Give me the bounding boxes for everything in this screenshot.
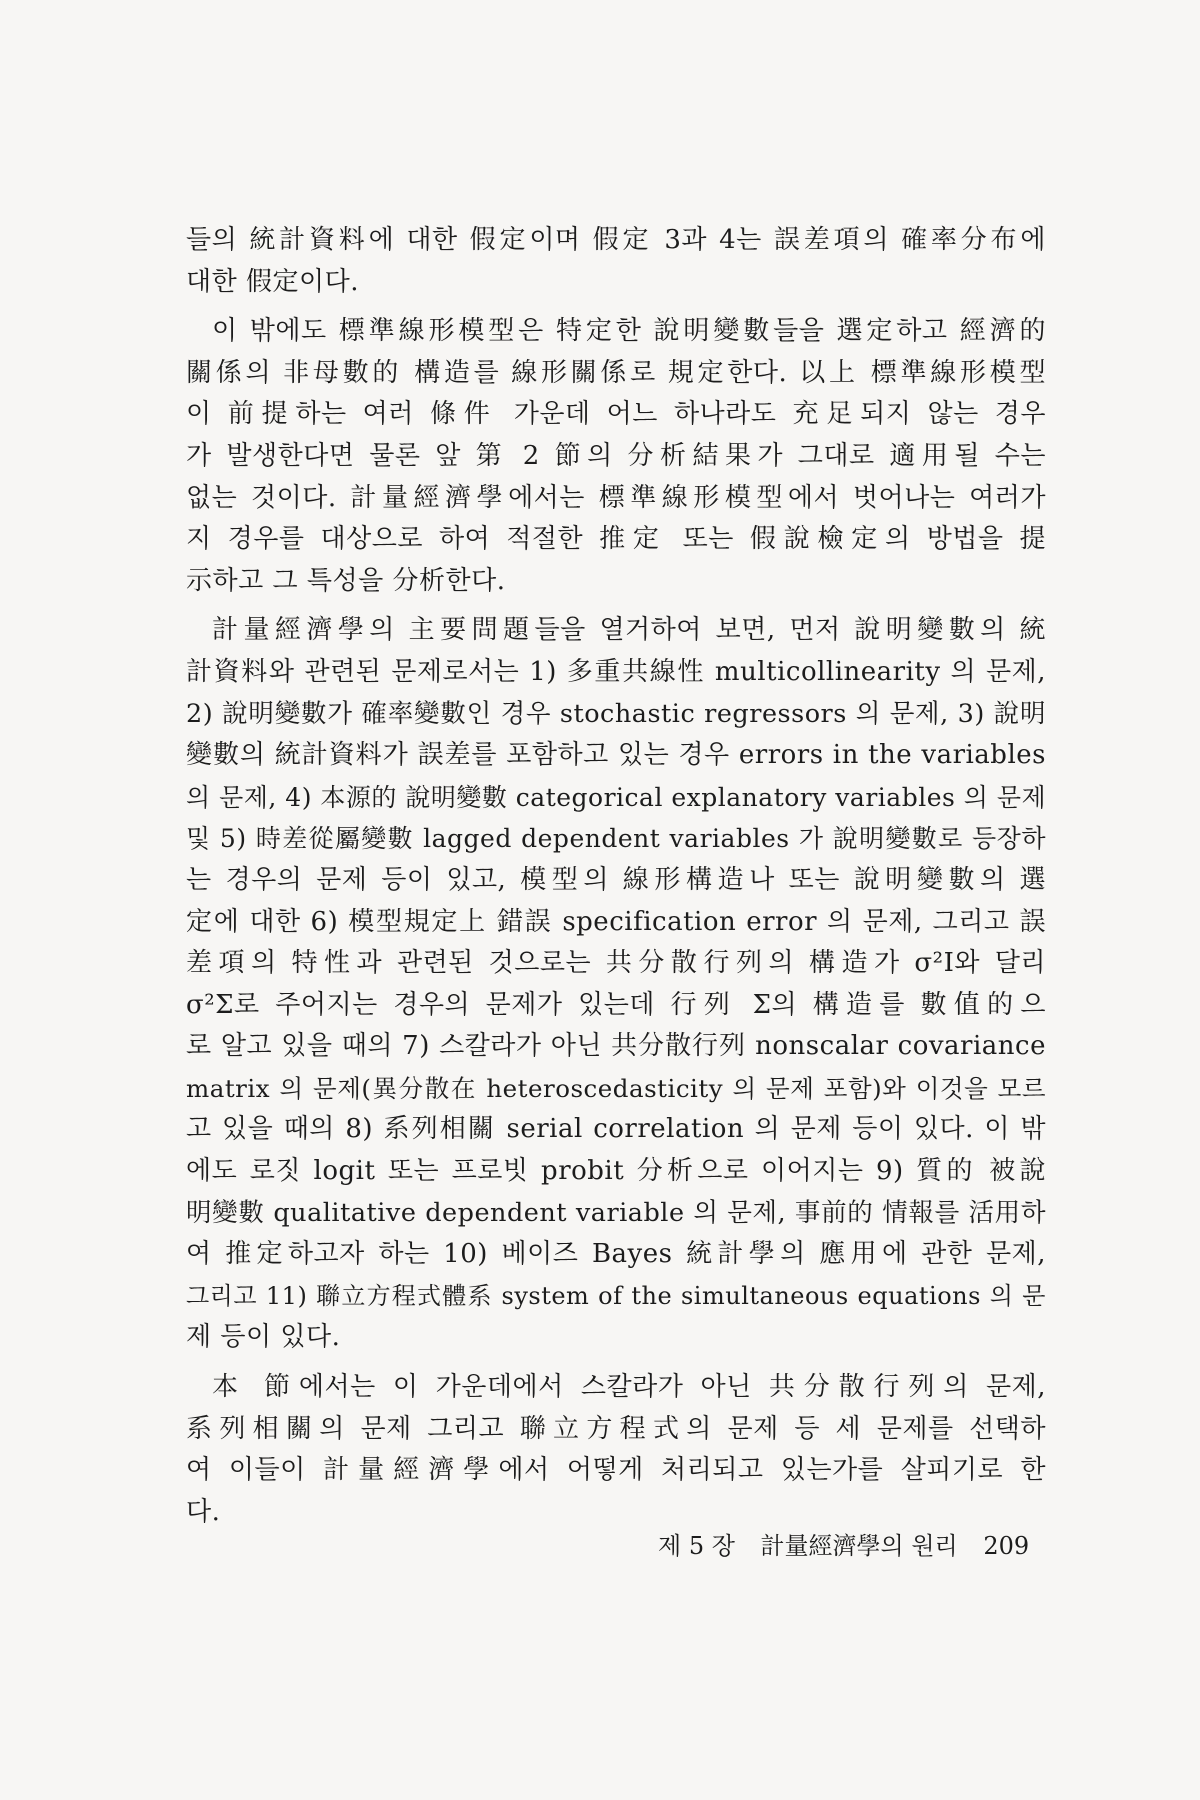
text-line: 變數의 統計資料가 誤差를 포함하고 있는 경우 errors in the variables [186, 740, 1046, 771]
text-line: 定에 대한 6) 模型規定上 錯誤 specification error 의 문제, 그리고 誤 [186, 906, 1046, 937]
text-line: 없는 것이다. 計量經濟學에서는 標準線形模型에서 벗어나는 여러가 [186, 482, 1046, 513]
paragraph [186, 220, 1046, 303]
text-line: 明變數 qualitative dependent variable 의 문제, 事前的 情報를 活用하 [186, 1197, 1046, 1228]
text-line: 이 前提하는 여러 條件 가운데 어느 하나라도 充足되지 않는 경우 [186, 399, 1046, 430]
text-line: 示하고 그 특성을 分析한다. [186, 565, 506, 596]
text-line: 計量經濟學의 主要問題들을 열거하여 보면, 먼저 說明變數의 統 [212, 615, 1046, 646]
text-line: 가 발생한다면 물론 앞 第 2 節의 分析結果가 그대로 適用될 수는 [186, 440, 1046, 471]
text-line: 다. [186, 1496, 221, 1527]
text-line: 本 節에서는 이 가운데에서 스칼라가 아닌 共分散行列의 문제, [212, 1372, 1046, 1403]
text-line: 計資料와 관련된 문제로서는 1) 多重共線性 multicollinearity 의 문제, [186, 656, 1046, 687]
text-line: 지 경우를 대상으로 하여 적절한 推定 또는 假說檢定의 방법을 提 [186, 524, 1046, 555]
text-line: 2) 說明變數가 確率變數인 경우 stochastic regressors 의 문제, 3) 說明 [186, 698, 1046, 729]
text-line: 그리고 11) 聯立方程式體系 system of the simultaneous equations 의 문 [186, 1281, 1046, 1310]
text-line: 대한 假定이다. [186, 266, 359, 297]
paragraph [186, 311, 1046, 602]
text-line: 여 이들이 計量經濟學에서 어떻게 처리되고 있는가를 살피기로 한 [186, 1455, 1046, 1486]
text-line: 는 경우의 문제 등이 있고, 模型의 線形構造나 또는 說明變數의 選 [186, 864, 1046, 895]
text-line: 고 있을 때의 8) 系列相關 serial correlation 의 문제 등이 있다. 이 밖 [186, 1114, 1046, 1145]
paragraph [186, 1367, 1046, 1533]
text-line: 이 밖에도 標準線形模型은 特定한 說明變數들을 選定하고 經濟的 [212, 316, 1046, 347]
text-line: 로 알고 있을 때의 7) 스칼라가 아닌 共分散行列 nonscalar covariance [186, 1031, 1046, 1062]
page-number: 209 [983, 1532, 1030, 1560]
text-line: 여 推定하고자 하는 10) 베이즈 Bayes 統計學의 應用에 관한 문제, [186, 1239, 1046, 1270]
text-line: 의 문제, 4) 本源的 說明變數 categorical explanatory variables 의 문제 [186, 782, 1047, 812]
text-line: matrix 의 문제(異分散在 heteroscedasticity 의 문제 포함)와 이것을 모르 [186, 1073, 1046, 1103]
chapter-label: 제 5 장 [658, 1532, 735, 1560]
text-line: 및 5) 時差從屬變數 lagged dependent variables 가 說明變數로 등장하 [186, 824, 1046, 854]
text-line: 에도 로짓 logit 또는 프로빗 probit 分析으로 이어지는 9) 質的 被說 [186, 1156, 1046, 1187]
text-line: σ²Σ로 주어지는 경우의 문제가 있는데 行列 Σ의 構造를 數值的으 [186, 989, 1046, 1020]
running-footer [640, 1530, 1030, 1562]
text-line: 들의 統計資料에 대한 假定이며 假定 3과 4는 誤差項의 確率分布에 [186, 225, 1046, 255]
text-line: 差項의 特性과 관련된 것으로는 共分散行列의 構造가 σ²I와 달리 [186, 948, 1046, 979]
paragraph [186, 610, 1046, 1359]
chapter-title: 計量經濟學의 원리 [760, 1532, 958, 1560]
body-text [186, 220, 1046, 1533]
text-line: 제 등이 있다. [186, 1322, 341, 1353]
text-line: 關係의 非母數的 構造를 線形關係로 規定한다. 以上 標準線形模型 [186, 357, 1046, 388]
text-line: 系列相關의 문제 그리고 聯立方程式의 문제 등 세 문제를 선택하 [186, 1413, 1046, 1444]
